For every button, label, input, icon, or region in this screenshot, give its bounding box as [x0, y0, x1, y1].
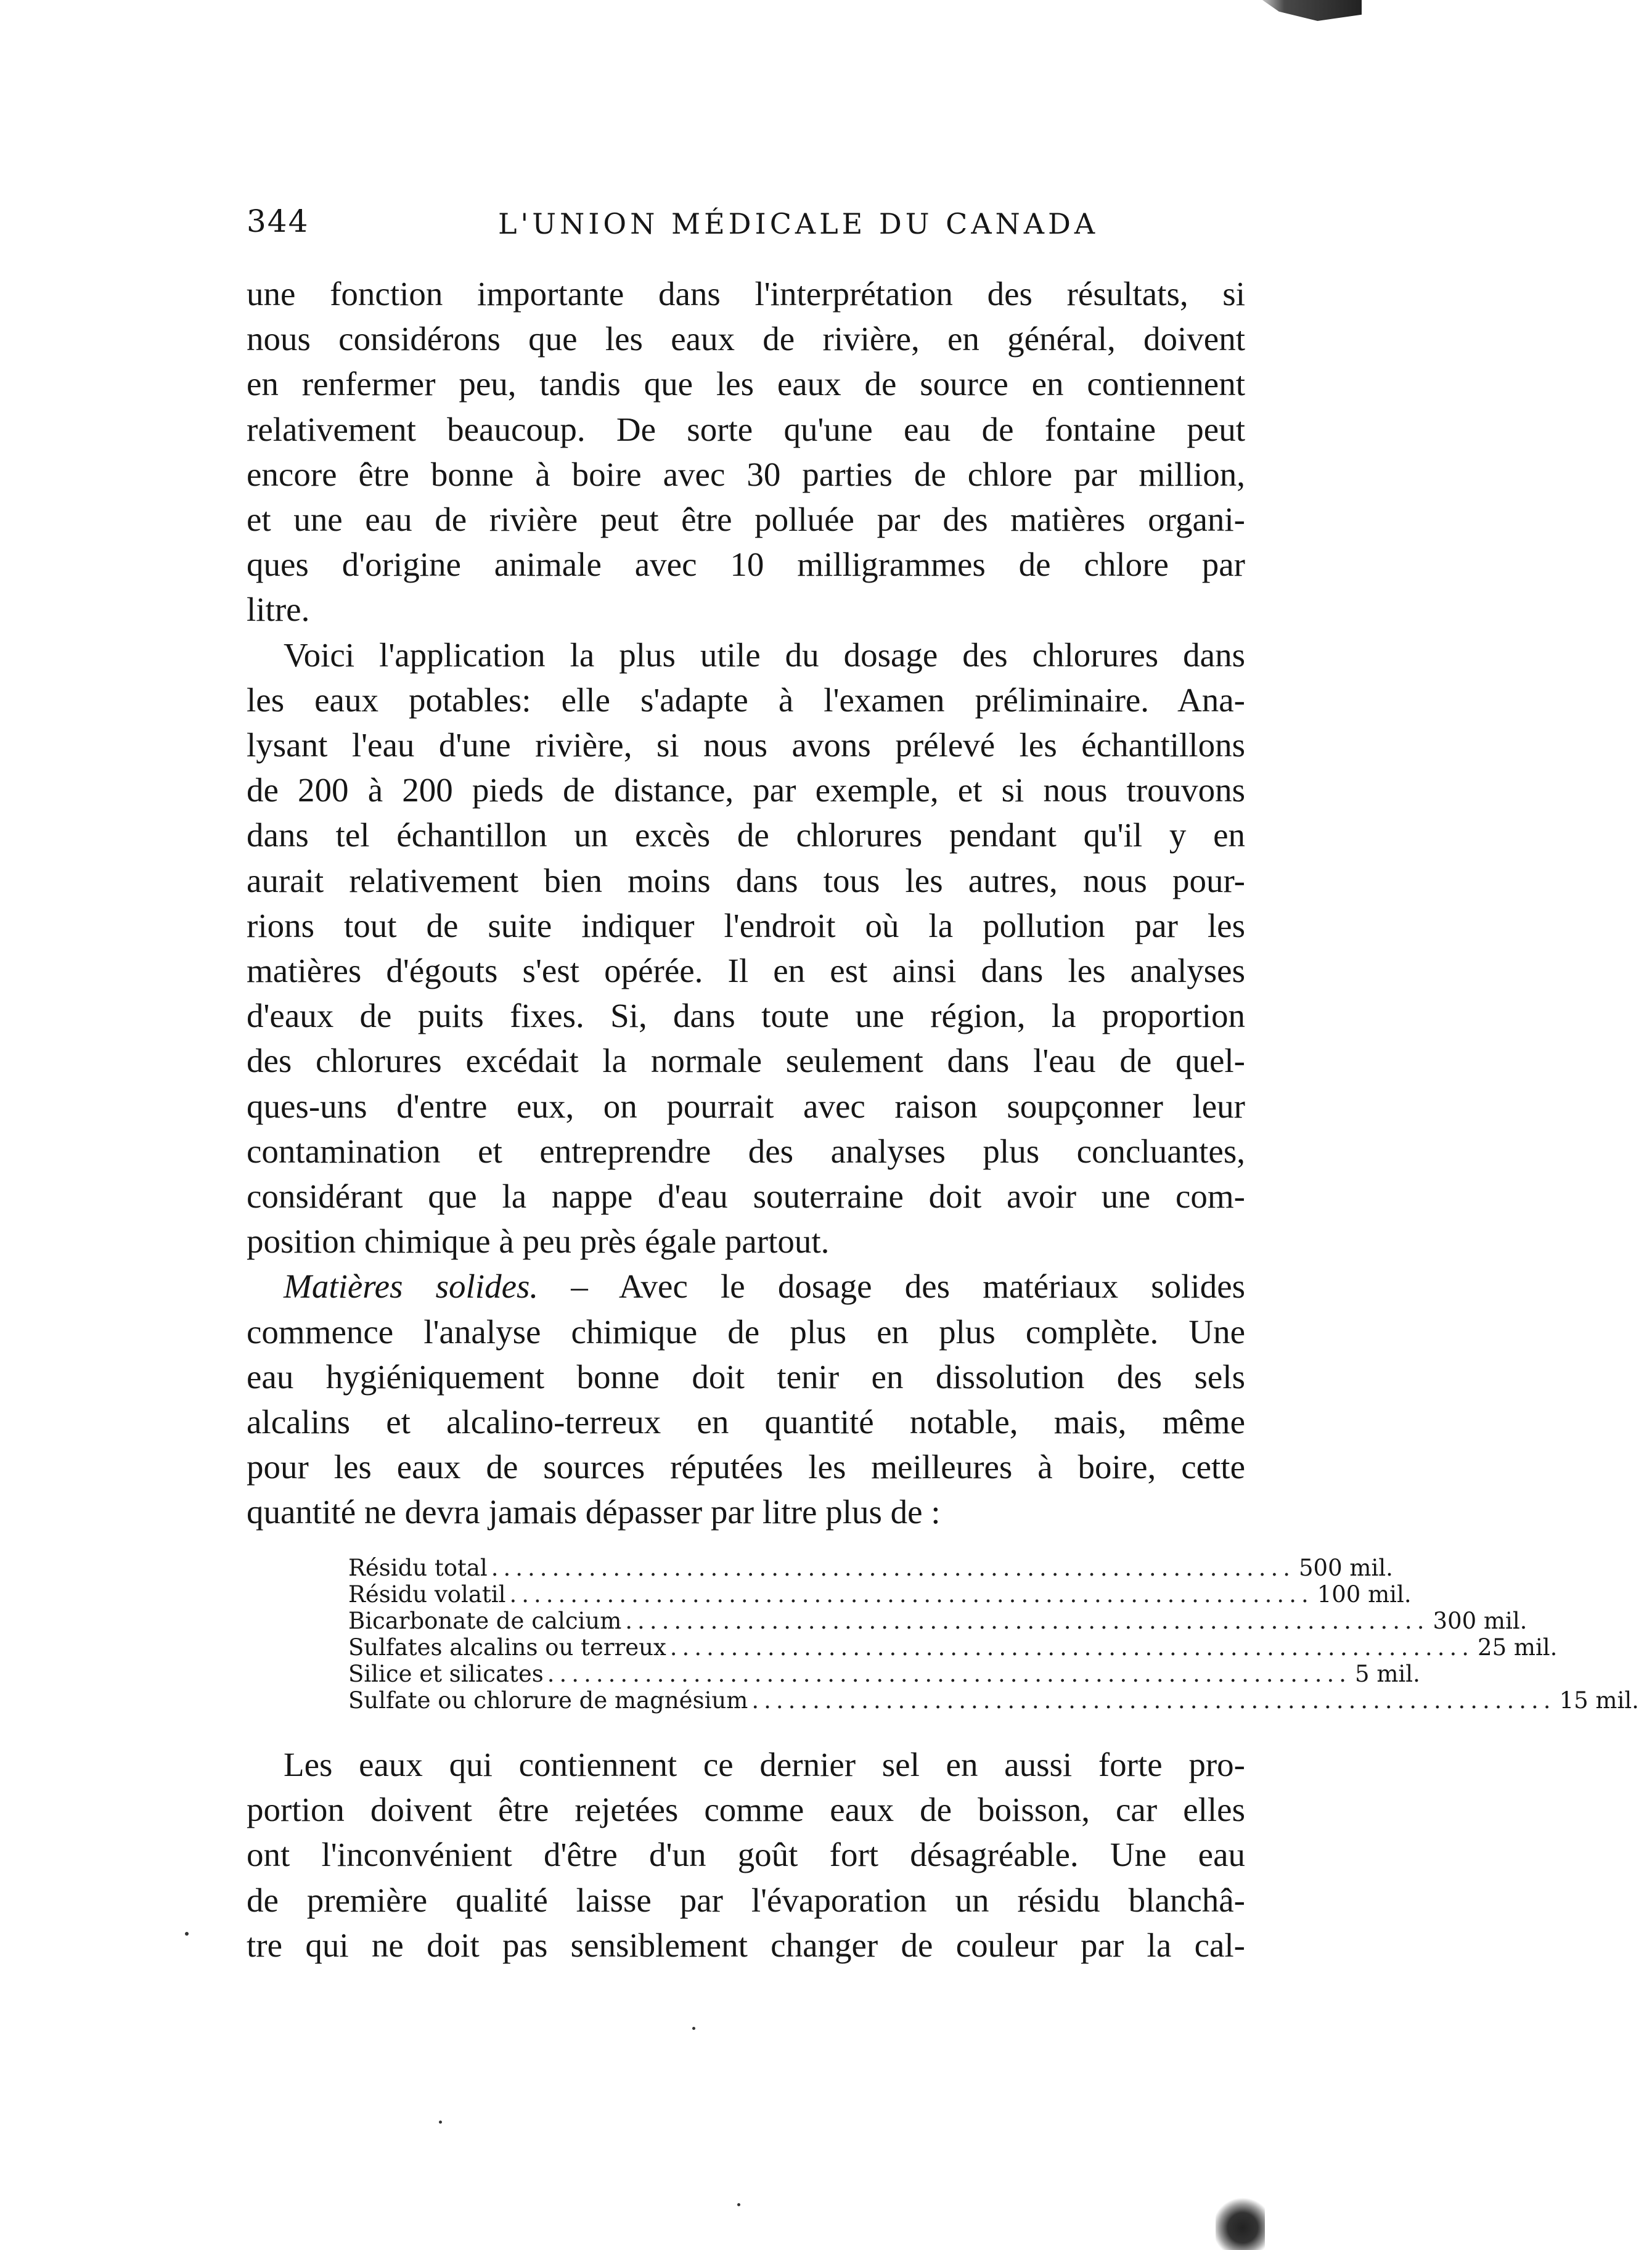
heading-dash: – — [538, 1267, 619, 1306]
text-line: de première qualité laisse par l'évaporation un résidu blanchâ- — [247, 1881, 1245, 1919]
table-value: 100 mil. — [1317, 1581, 1412, 1608]
table-label: Silice et silicates — [348, 1661, 544, 1687]
text-line: portion doivent être rejetées comme eaux de boisson, car elles — [247, 1791, 1245, 1829]
text-line: eau hygiéniquement bonne doit tenir en dissolution des sels — [247, 1357, 1245, 1396]
scan-speck — [692, 2027, 695, 2030]
text-line — [247, 1264, 1245, 1309]
table-value: 25 mil. — [1478, 1634, 1558, 1661]
scan-speck — [737, 2203, 740, 2206]
text-line: d'eaux de puits fixes. Si, dans toute une région, la proportion — [247, 997, 1245, 1035]
body-text-top — [247, 271, 1245, 1535]
text-line: encore être bonne à boire avec 30 parties de chlore par million, — [247, 455, 1245, 493]
table-value: 15 mil. — [1559, 1687, 1639, 1714]
text-line: Les eaux qui contiennent ce dernier sel en aussi forte pro- — [284, 1746, 1245, 1783]
section-heading: Matières solides. — [284, 1267, 539, 1306]
table-label: Sulfate ou chlorure de magnésium — [348, 1687, 748, 1714]
text-line: en renfermer peu, tandis que les eaux de source en contiennent — [247, 365, 1245, 403]
text-line: matières d'égouts s'est opérée. Il en est ainsi dans les analyses — [247, 952, 1245, 990]
table-row — [348, 1661, 1420, 1687]
scan-speck — [439, 2121, 442, 2124]
page-header — [247, 203, 1245, 253]
table-row — [348, 1555, 1393, 1581]
table-value: 300 mil. — [1433, 1608, 1527, 1634]
text-line: aurait relativement bien moins dans tous les autres, nous pour- — [247, 861, 1245, 899]
table-value: 500 mil. — [1299, 1555, 1393, 1581]
scan-artifact-top — [1251, 0, 1362, 21]
scan-artifact-bottom — [1216, 2195, 1265, 2250]
text-line: nous considérons que les eaux de rivière, en général, doivent — [247, 320, 1245, 358]
text-line: les eaux potables: elle s'adapte à l'examen préliminaire. Ana- — [247, 681, 1245, 719]
text-line: une fonction importante dans l'interprétation des résultats, si — [247, 275, 1245, 313]
text-line: et une eau de rivière peut être polluée par des matières organi- — [247, 501, 1245, 539]
text-line: quantité ne devra jamais dépasser par litre plus de : — [247, 1493, 941, 1531]
leader-dots: .................................................................. — [491, 1555, 1296, 1581]
text-line: de 200 à 200 pieds de distance, par exemple, et si nous trouvons — [247, 771, 1245, 809]
text-line: contamination et entreprendre des analyses plus concluantes, — [247, 1132, 1245, 1170]
page-number: 344 — [247, 203, 309, 239]
table-row — [348, 1608, 1527, 1634]
text-line: dans tel échantillon un excès de chlorures pendant qu'il y en — [247, 816, 1245, 854]
table-label: Résidu total — [348, 1555, 488, 1581]
text-line-fragment: Avec le dosage des matériaux solides — [618, 1267, 1246, 1306]
table-value: 5 mil. — [1355, 1661, 1420, 1687]
paragraph-eaux-rejetees — [247, 1742, 1245, 1968]
text-line: ques d'origine animale avec 10 milligrammes de chlore par — [247, 546, 1245, 584]
text-line: alcalins et alcalino-terreux en quantité notable, mais, même — [247, 1403, 1245, 1441]
text-line: ques-uns d'entre eux, on pourrait avec raison soupçonner leur — [247, 1087, 1245, 1125]
limits-table — [348, 1555, 1639, 1714]
text-line: des chlorures excédait la normale seulement dans l'eau de quel- — [247, 1042, 1245, 1080]
table-row — [348, 1581, 1412, 1608]
text-line: rions tout de suite indiquer l'endroit où la pollution par les — [247, 906, 1245, 944]
text-line: tre qui ne doit pas sensiblement changer de couleur par la cal- — [247, 1926, 1245, 1964]
text-line: considérant que la nappe d'eau souterraine doit avoir une com- — [247, 1177, 1245, 1216]
paragraph-matieres-solides — [247, 1264, 1245, 1534]
body-text-bottom — [247, 1742, 1245, 1968]
paragraph-chlore — [247, 271, 1245, 632]
leader-dots: .................................................................. — [669, 1634, 1474, 1661]
paragraph-application — [247, 632, 1245, 1264]
scan-speck — [185, 1932, 189, 1936]
table-label: Résidu volatil — [348, 1581, 506, 1608]
table-label: Sulfates alcalins ou terreux — [348, 1634, 666, 1661]
text-line: relativement beaucoup. De sorte qu'une eau de fontaine peut — [247, 410, 1245, 448]
leader-dots: .................................................................. — [751, 1687, 1556, 1714]
text-line: position chimique à peu près égale partout. — [247, 1222, 830, 1261]
leader-dots: .................................................................. — [547, 1661, 1352, 1687]
text-line: lysant l'eau d'une rivière, si nous avons prélevé les échantillons — [247, 726, 1245, 764]
text-line: commence l'analyse chimique de plus en plus complète. Une — [247, 1312, 1245, 1351]
text-line: Voici l'application la plus utile du dosage des chlorures dans — [284, 636, 1245, 674]
table-label: Bicarbonate de calcium — [348, 1608, 622, 1634]
leader-dots: .................................................................. — [625, 1608, 1429, 1634]
running-head: L'UNION MÉDICALE DU CANADA — [498, 207, 1099, 240]
text-line: litre. — [247, 591, 310, 629]
table-row — [348, 1687, 1639, 1714]
text-line: pour les eaux de sources réputées les meilleures à boire, cette — [247, 1448, 1245, 1486]
leader-dots: .................................................................. — [509, 1581, 1314, 1608]
table-row — [348, 1634, 1558, 1661]
text-line: ont l'inconvénient d'être d'un goût fort désagréable. Une eau — [247, 1836, 1245, 1874]
